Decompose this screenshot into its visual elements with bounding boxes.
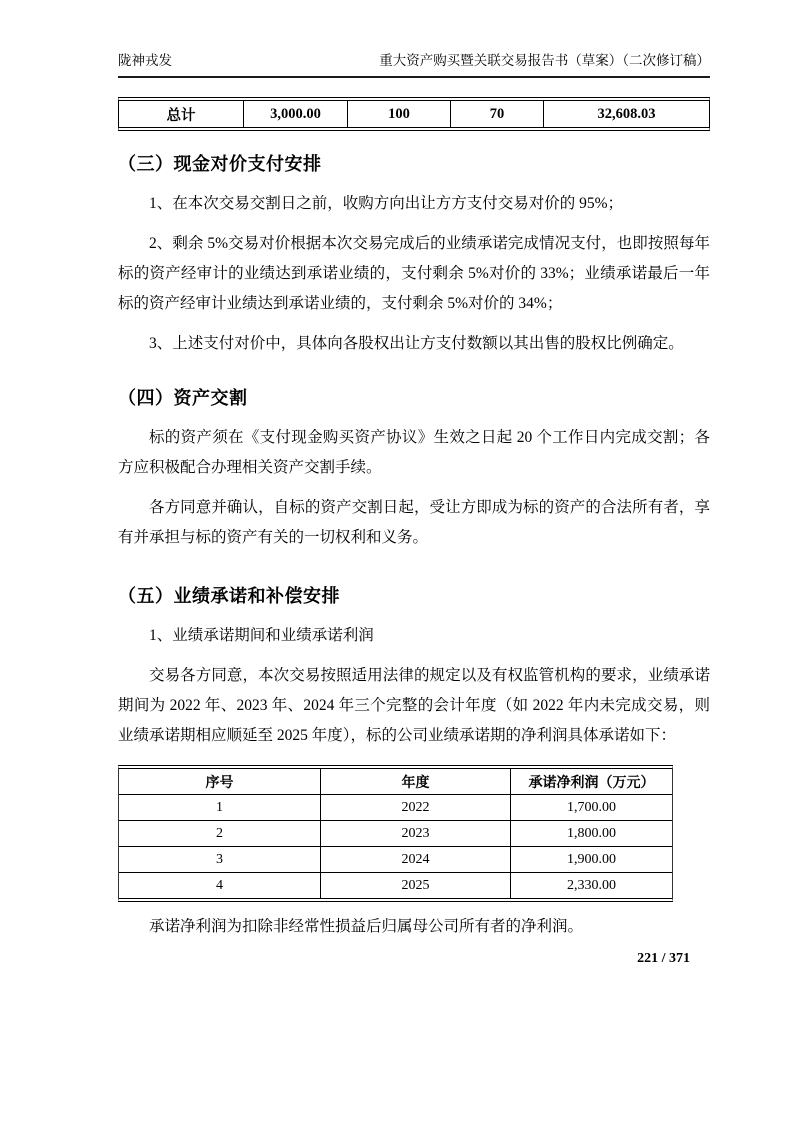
total-value-cell: 32,608.03 [543, 101, 709, 127]
paragraph: 各方同意并确认，自标的资产交割日起，受让方即成为标的资产的合法所有者，享有并承担与标的资产有关的一切权利和义务。 [118, 499, 710, 546]
total-value-cell: 100 [347, 101, 450, 127]
table-row [119, 847, 672, 873]
paragraph: 标的资产须在《支付现金购买资产协议》生效之日起 20 个工作日内完成交割；各方应积极配合办理相关资产交割手续。 [118, 429, 710, 476]
cell-profit: 1,900.00 [510, 847, 672, 873]
table-row-total [119, 101, 709, 127]
cell-year: 2022 [320, 795, 510, 821]
header-report-title: 重大资产购买暨关联交易报告书（草案）（二次修订稿） [379, 53, 710, 68]
column-header-promised-profit: 承诺净利润（万元） [510, 769, 672, 795]
total-label-cell: 总计 [166, 107, 196, 124]
section-heading-cash-payment: （三）现金对价支付安排 [118, 154, 322, 174]
column-header-year: 年度 [320, 769, 510, 795]
page-number: 221 / 371 [637, 951, 690, 966]
paragraph: 2、剩余 5%交易对价根据本次交易完成后的业绩承诺完成情况支付，也即按照每年标的资产经审计的业绩达到承诺业绩的，支付剩余 5%对价的 33%；业绩承诺最后一年标的资产经审计业绩达到承诺业绩的，支付剩余 5%对价的 34%； [118, 235, 710, 312]
cell-profit: 1,800.00 [510, 821, 672, 847]
cell-index: 4 [216, 877, 223, 893]
cell-year: 2024 [320, 847, 510, 873]
cell-year: 2023 [320, 821, 510, 847]
table-row [119, 873, 672, 898]
paragraph: 3、上述支付对价中，具体向各股权出让方支付数额以其出售的股权比例确定。 [149, 335, 684, 352]
table-row [119, 821, 672, 847]
section-heading-performance-commitment: （五）业绩承诺和补偿安排 [118, 586, 340, 606]
subsection-title: 1、业绩承诺期间和业绩承诺利润 [149, 627, 374, 644]
profit-commitment-table [118, 765, 673, 902]
total-row-table [118, 97, 710, 131]
table-header-row [119, 769, 672, 795]
total-value-cell: 3,000.00 [243, 101, 347, 127]
cell-index: 3 [119, 847, 320, 873]
table-row [119, 795, 672, 821]
cell-profit: 1,700.00 [510, 795, 672, 821]
cell-year: 2025 [320, 873, 510, 898]
total-value-cell: 70 [450, 101, 543, 127]
running-header [118, 52, 710, 78]
header-company-name: 陇神戎发 [118, 53, 172, 68]
cell-index: 2 [119, 821, 320, 847]
section-heading-asset-delivery: （四）资产交割 [118, 388, 248, 408]
cell-profit: 2,330.00 [510, 873, 672, 898]
paragraph: 1、在本次交易交割日之前，收购方向出让方方支付交易对价的 95%； [149, 195, 624, 212]
cell-index: 1 [119, 795, 320, 821]
column-header-index: 序号 [119, 769, 320, 795]
table-note: 承诺净利润为扣除非经常性损益后归属母公司所有者的净利润。 [149, 918, 584, 935]
paragraph: 交易各方同意，本次交易按照适用法律的规定以及有权监管机构的要求，业绩承诺期间为 2022 年、2023 年、2024 年三个完整的会计年度（如 2022 年内未完成交易，则业绩承诺期相应顺延至 2025 年度），标的公司业绩承诺期的净利润具体承诺如下： [118, 667, 710, 744]
